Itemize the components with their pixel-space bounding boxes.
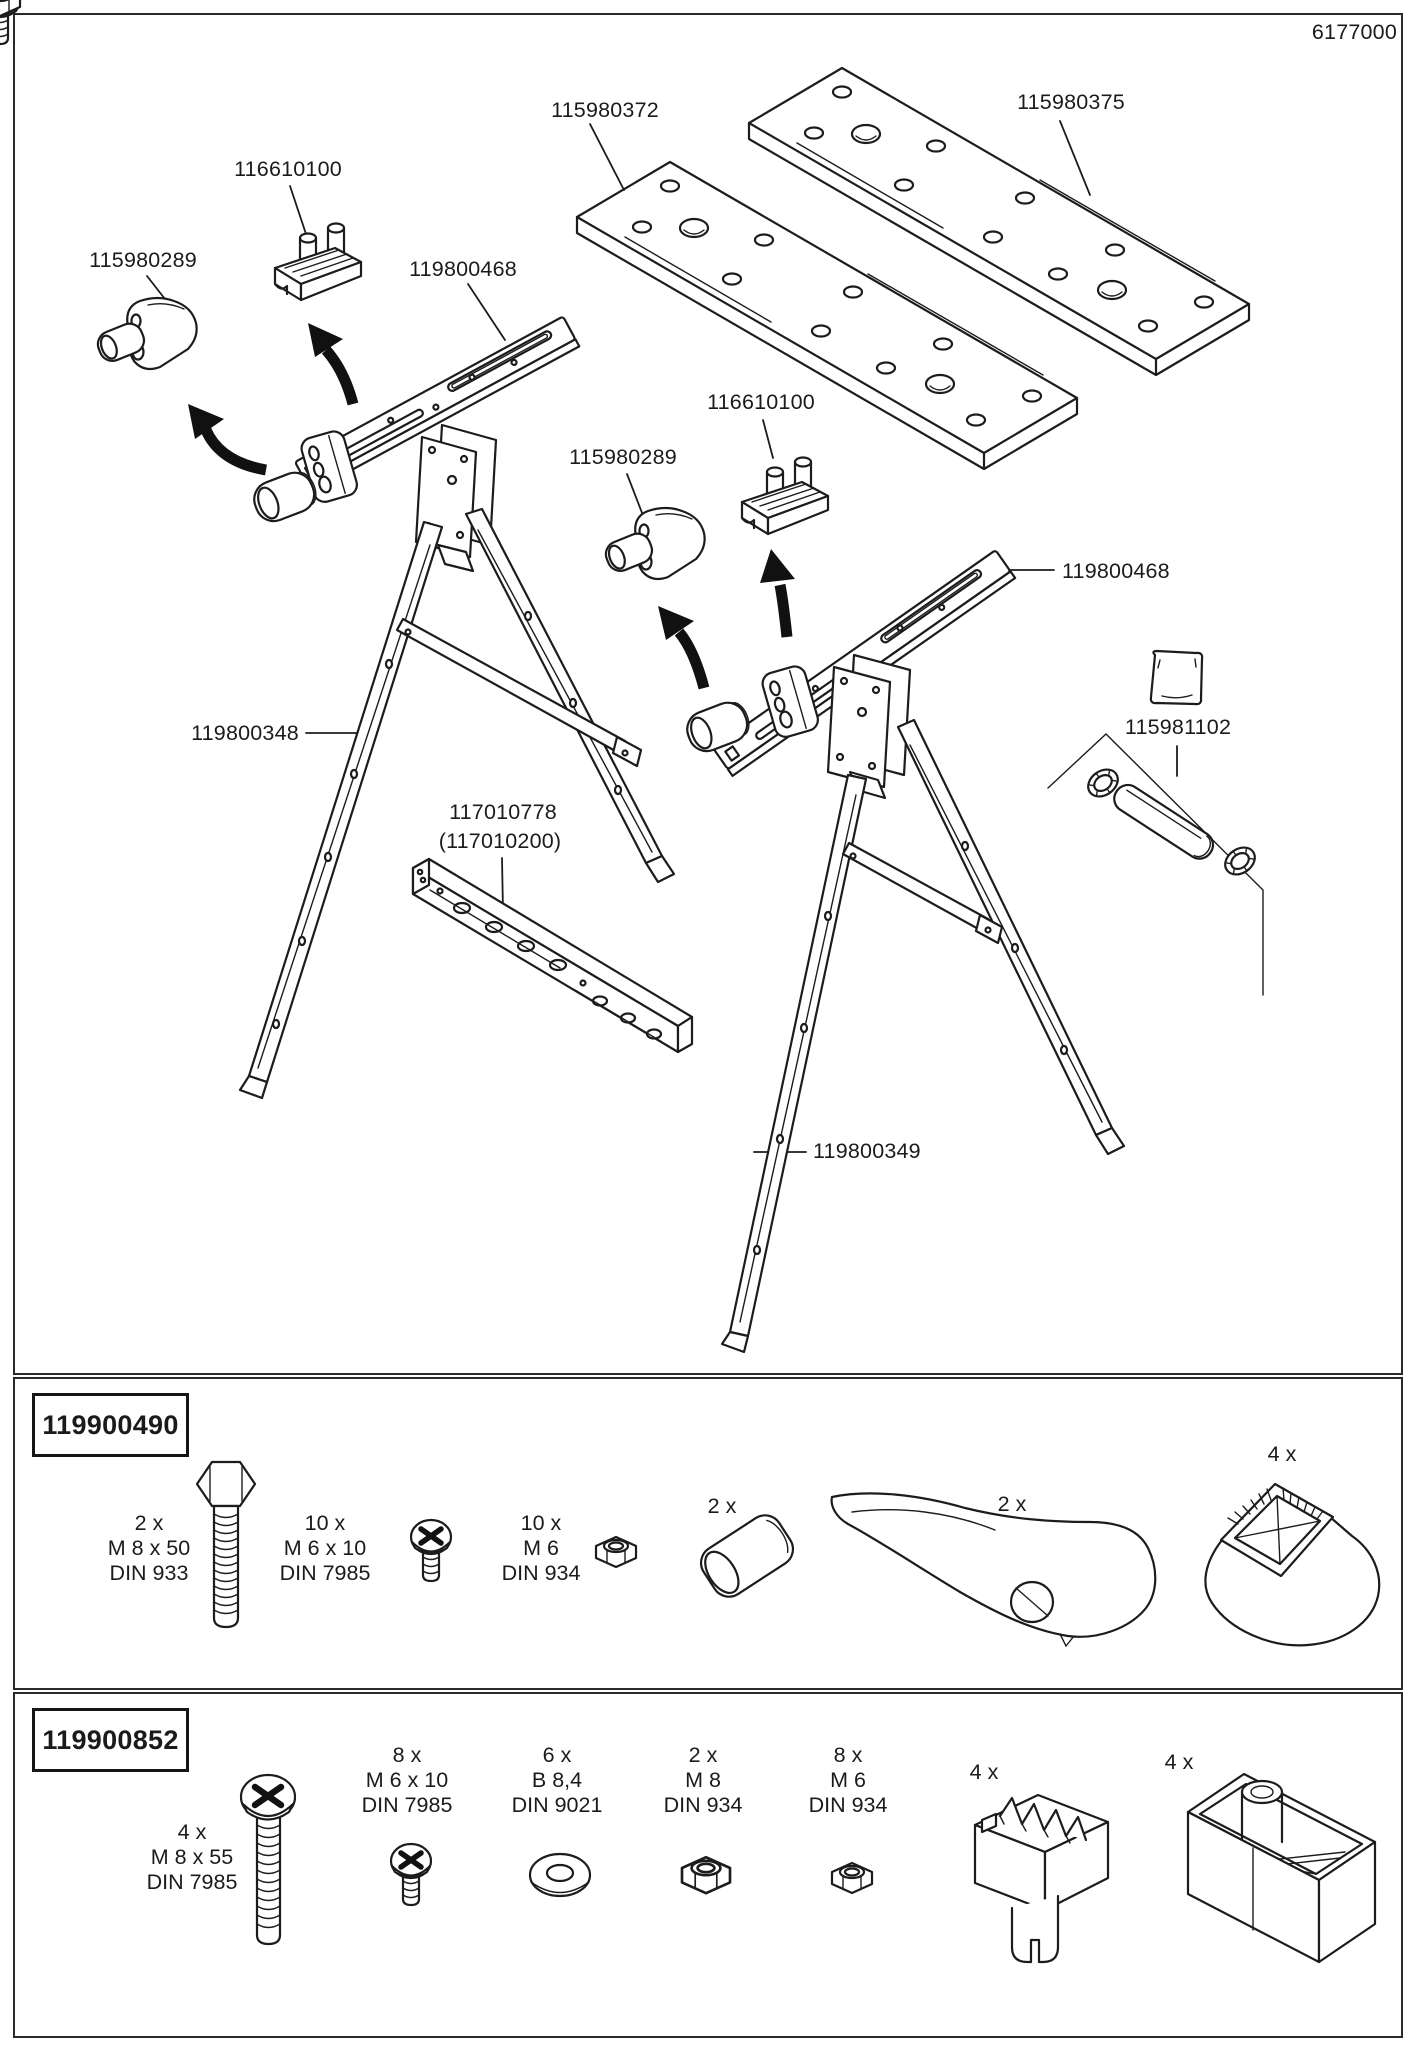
kit1-number: 119900490 [42, 1409, 179, 1440]
pan-head-screw-long-icon [241, 1775, 295, 1944]
kit2-number: 119900852 [42, 1724, 179, 1755]
clamp-handle-icon [832, 1493, 1156, 1646]
kit2-item4-label: 2 x M 8 DIN 934 [663, 1743, 743, 1817]
kit1-item4-label: 2 x [707, 1494, 737, 1518]
hardware-bag-icon [1151, 651, 1202, 704]
spacer-sleeve-icon [695, 1509, 800, 1603]
label-clamp-2: 115980289 [569, 445, 677, 469]
label-clamp-1: 115980289 [89, 248, 197, 272]
pivot-pin-set-drawing [1048, 734, 1263, 995]
clamp-piece-drawing-1 [94, 298, 197, 369]
kit2-item3-label: 6 x B 8,4 DIN 9021 [511, 1743, 603, 1817]
leg-end-box-icon [1188, 1774, 1375, 1962]
label-leg-left: 119800348 [191, 721, 299, 745]
kit1-item3-label: 10 x M 6 DIN 934 [501, 1511, 581, 1585]
right-trestle-drawing [682, 550, 1124, 1352]
label-board-left: 115980372 [551, 98, 659, 122]
crossbar-drawing [413, 859, 692, 1052]
slide-block-drawing [275, 224, 361, 301]
clamp-piece-drawing-2 [602, 508, 705, 579]
kit1-item5-label: 2 x [997, 1492, 1027, 1516]
kit1-number-box [32, 1393, 189, 1457]
label-rail-1: 119800468 [409, 257, 517, 281]
document-number: 6177000 [1311, 20, 1397, 44]
foot-cap-icon [1205, 1484, 1379, 1645]
label-crossbar-alt: (117010200) [438, 829, 562, 853]
kit2-item6-label: 4 x [969, 1760, 999, 1784]
label-slide-block-2: 116610100 [707, 390, 815, 414]
label-crossbar: 117010778 [449, 800, 557, 824]
kit2-number-box [32, 1708, 189, 1772]
kit1-item1-label: 2 x M 8 x 50 DIN 933 [107, 1511, 191, 1585]
kit2-item7-label: 4 x [1164, 1750, 1194, 1774]
label-bag: 115981102 [1124, 715, 1232, 739]
label-rail-2: 119800468 [1062, 559, 1170, 583]
label-board-right: 115980375 [1017, 90, 1125, 114]
kit1-item2-label: 10 x M 6 x 10 DIN 7985 [279, 1511, 371, 1585]
kit2-item2-label: 8 x M 6 x 10 DIN 7985 [361, 1743, 453, 1817]
hex-bolt-icon [197, 1462, 255, 1627]
washer-icon [530, 1854, 590, 1896]
kit2-item5-label: 8 x M 6 DIN 934 [808, 1743, 888, 1817]
label-leg-right: 119800349 [813, 1139, 921, 1163]
kit2-item1-label: 4 x M 8 x 55 DIN 7985 [146, 1820, 238, 1894]
label-slide-block-1: 116610100 [234, 157, 342, 181]
kit1-item6-label: 4 x [1267, 1442, 1297, 1466]
clamp-dog-icon [975, 1795, 1108, 1962]
